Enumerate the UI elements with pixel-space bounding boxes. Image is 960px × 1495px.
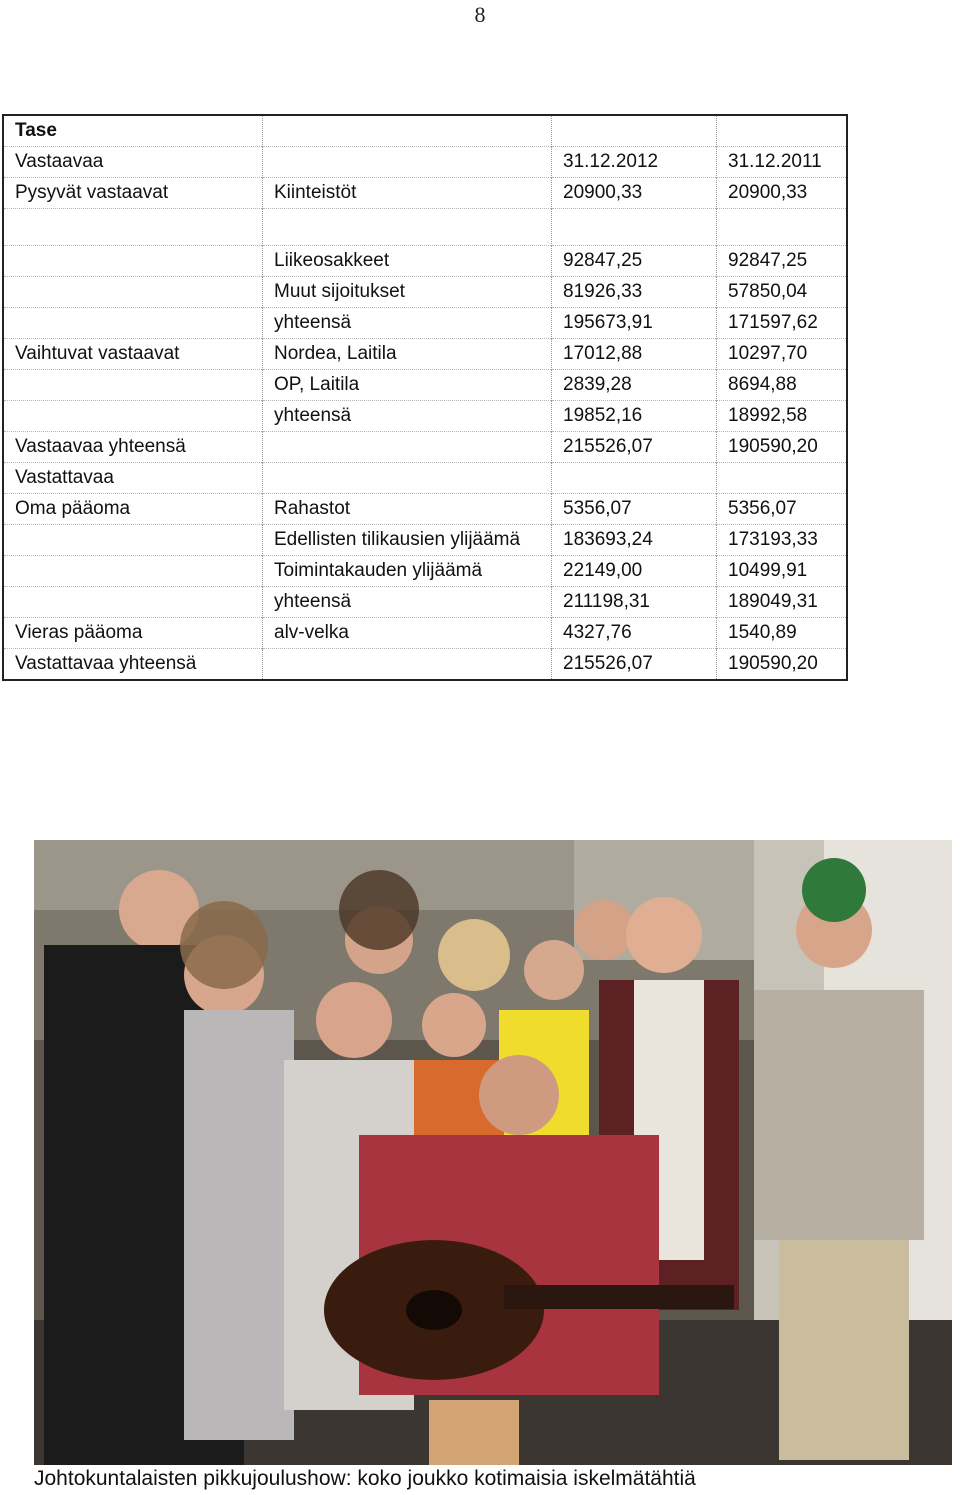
table-title: Tase [15, 120, 57, 141]
table-title-row [3, 115, 847, 147]
table-row: Edellisten tilikausien ylijäämä 183693,24 173193,33 [3, 525, 847, 556]
table-row: Pysyvät vastaavat Kiinteistöt 20900,33 20900,33 [3, 178, 847, 209]
table-row: Toimintakauden ylijäämä 22149,00 10499,91 [3, 556, 847, 587]
table-row: Vastattavaa [3, 463, 847, 494]
table-row: yhteensä 195673,91 171597,62 [3, 308, 847, 339]
table-row: OP, Laitila 2839,28 8694,88 [3, 370, 847, 401]
table-row: Oma pääoma Rahastot 5356,07 5356,07 [3, 494, 847, 525]
group-photo-illustration [34, 840, 952, 1465]
page-number: 8 [474, 2, 486, 27]
table-row: Vaihtuvat vastaavat Nordea, Laitila 17012,88 10297,70 [3, 339, 847, 370]
balance-sheet-table [2, 114, 848, 681]
table-row: Vastattavaa yhteensä 215526,07 190590,20 [3, 649, 847, 681]
table-row: yhteensä 211198,31 189049,31 [3, 587, 847, 618]
table-row: Vastaavaa yhteensä 215526,07 190590,20 [3, 432, 847, 463]
photo-caption: Johtokuntalaisten pikkujoulushow: koko joukko kotimaisia iskelmätähtiä [34, 1467, 696, 1490]
table-row [3, 209, 847, 246]
table-row: Liikeosakkeet 92847,25 92847,25 [3, 246, 847, 277]
table-row: Muut sijoitukset 81926,33 57850,04 [3, 277, 847, 308]
table-row: yhteensä 19852,16 18992,58 [3, 401, 847, 432]
table-row: Vastaavaa 31.12.2012 31.12.2011 [3, 147, 847, 178]
table-row: Vieras pääoma alv-velka 4327,76 1540,89 [3, 618, 847, 649]
group-photo [34, 840, 952, 1465]
